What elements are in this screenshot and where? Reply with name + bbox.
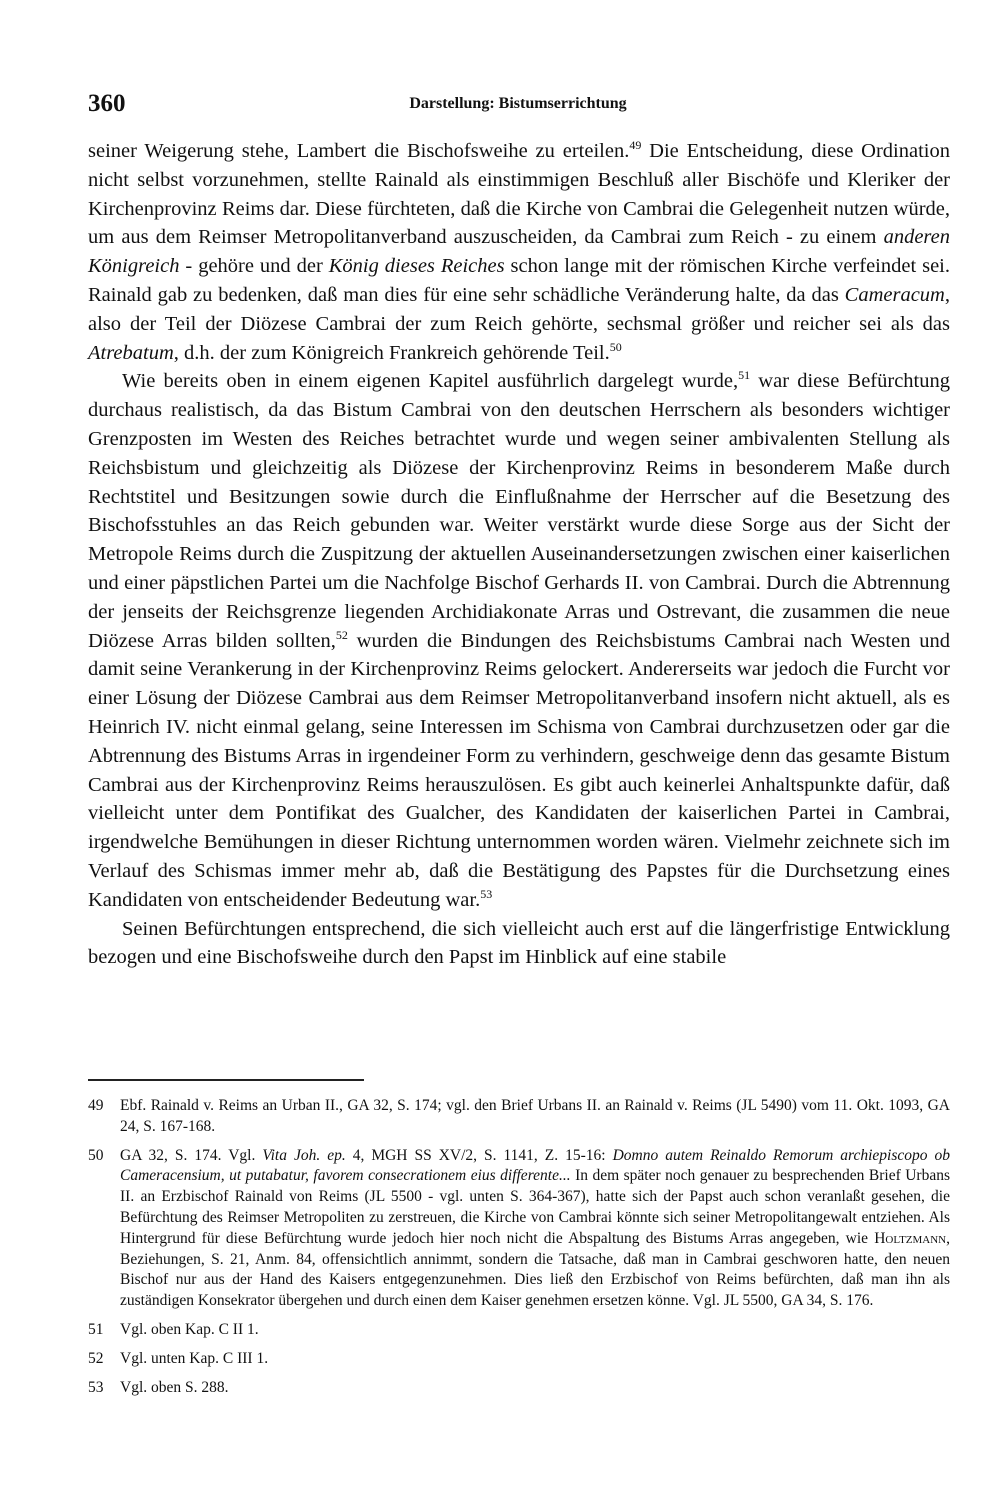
paragraph-3 (88, 915, 950, 973)
footnotes (88, 1096, 950, 1406)
footnote-text: Vgl. unten Kap. C III 1. (120, 1349, 269, 1367)
footnote-53 (88, 1378, 950, 1399)
text-run: , also der Teil der Diözese Cambrai der zum Reich gehörte, sechsmal größer und reicher sei als das (88, 283, 950, 335)
text-run: seiner Weigerung stehe, Lambert die Bischofsweihe zu erteilen. (88, 140, 630, 162)
page-header (88, 90, 948, 120)
footnote-text: Vgl. oben S. 288. (120, 1378, 229, 1396)
author-name: Holtzmann (874, 1229, 947, 1247)
paragraph-1 (88, 137, 950, 367)
text-run: , d.h. der zum Königreich Frankreich gehörende Teil. (173, 341, 610, 364)
italic-phrase: Atrebatum (88, 341, 174, 364)
footnote-text: , Beziehungen, S. 21, Anm. 84, offensichtlich annimmt, sondern die Tatsache, daß man in Cambrai geschworen hatte, den neuen Bischof nur aus der Hand des Kaisers entgegenzunehmen. Dies ließ den Erzbischof von Reims befürchten, daß man ihn als zuständigen Konsekrator übergehen und durch einen dem Kaiser genehmen ersetzen könne. Vgl. JL 5500, GA 34, S. 176. (120, 1229, 950, 1310)
footnote-separator (88, 1079, 364, 1081)
running-title: Darstellung: Bistumserrichtung (409, 95, 627, 112)
footnote-50 (88, 1146, 950, 1312)
footnote-number: 50 (88, 1146, 104, 1164)
text-run: Seinen Befürchtungen entsprechend, die sich vielleicht auch erst auf die längerfristige Entwicklung bezogen und eine Bischofsweihe durch den Papst im Hinblick auf eine stabile (88, 917, 950, 969)
footnote-ref-51[interactable]: 51 (738, 368, 751, 383)
page-number: 360 (88, 90, 126, 117)
footnote-number: 49 (88, 1097, 104, 1114)
text-run: schon lange mit der römischen Kirche verfeindet sei. Rainald gab zu bedenken, daß man dies für eine sehr schädliche Veränderung halte, da das (88, 255, 950, 306)
italic-phrase: König dieses Reiches (328, 255, 505, 278)
footnote-49 (88, 1096, 950, 1138)
footnote-number: 53 (88, 1378, 104, 1396)
text-run: wurden die Bindungen des Reichsbistums Cambrai nach Westen und damit seine Verankerung in der Kirchenprovinz Reims gelockert. Andererseits war jedoch die Furcht vor einer Lösung der Diözese Cambrai aus dem Reimser Metropolitanverband insofern nicht aktuell, als es Heinrich IV. nicht einmal gelang, seine Interessen im Schisma von Cambrai durchzusetzen oder gar die Abtrennung des Bistums Arras in irgendeiner Form zu verhindern, geschweige denn das gesamte Bistum Cambrai aus der Kirchenprovinz Reims herauszulösen. Es gibt auch keinerlei Anhaltspunkte dafür, daß vielleicht unter dem Pontifikat des Gualcher, des Kandidaten der kaiserlichen Partei in Cambrai, irgendwelche Bemühungen in dieser Richtung unternommen worden wären. Vielmehr zeichnete sich im Verlauf des Schismas immer mehr ab, daß die Bestätigung des Papstes für die Durchsetzung eines Kandidaten von entscheidender Bedeutung war. (88, 629, 950, 911)
paragraph-2 (88, 367, 950, 914)
italic-phrase: anderen Königreich (88, 226, 950, 278)
italic-phrase: Vita Joh. ep. (262, 1146, 346, 1164)
footnote-ref-52[interactable]: 52 (335, 627, 348, 642)
text-run: Die Entscheidung, diese Ordination nicht selbst vorzunehmen, stellte Rainald als einstimmigen Beschluß aller Bischöfe und Kleriker der Kirchenprovinz Reims dar. Diese fürchteten, daß die Kirche von Cambrai die Gelegenheit nutzen würde, um aus dem Reimser Metropolitanverband auszuscheiden, da Cambrai zum Reich - zu einem (88, 140, 950, 249)
footnote-text: Ebf. Rainald v. Reims an Urban II., GA 32, S. 174; vgl. den Brief Urbans II. an Rainald v. Reims (JL 5490) vom 11. Okt. 1093, GA 24, S. 167-168. (120, 1097, 950, 1135)
footnote-number: 51 (88, 1320, 104, 1338)
text-run: - gehöre und der (179, 255, 329, 278)
footnote-52 (88, 1349, 950, 1370)
footnote-text: 4, MGH SS XV/2, S. 1141, Z. 15-16: (345, 1146, 613, 1164)
footnote-text: In dem später noch genauer zu besprechenden Brief Urbans II. an Erzbischof Rainald von Reims (JL 5500 - vgl. unten S. 364-367), hatte sich der Papst auch schon veranlaßt gesehen, die Befürchtung des Reimser Metropoliten zu zerstreuen, die Kirche von Cambrai könnte sich seiner Metropolitangewalt entziehen. Als Hintergrund für diese Befürchtung wurde jedoch hier noch nicht die Abspaltung des Bistums Arras angegeben, wie (120, 1167, 950, 1247)
text-run: war diese Befürchtung durchaus realistisch, da das Bistum Cambrai von den deutschen Herrschern als besonders wichtiger Grenzposten im Westen des Reiches betrachtet wurde und wegen seiner ambivalenten Stellung als Reichsbistum und gleichzeitig als Diözese der Kirchenprovinz Reims in besonderem Maße durch Rechtstitel und Besitzungen sowie durch die Einflußnahme der Herrscher auf die Besetzung des Bischofsstuhles an das Reich gebunden war. Weiter verstärkt wurde diese Sorge aus der Sicht der Metropole Reims durch die Zuspitzung der aktuellen Auseinandersetzungen zwischen einer kaiserlichen und einer päpstlichen Partei um die Nachfolge Bischof Gerhards II. von Cambrai. Durch die Abtrennung der jenseits der Reichsgrenze liegenden Archidiakonate Arras und Ostrevant, die zusammen die neue Diözese Arras bilden sollten, (88, 370, 950, 652)
footnote-51 (88, 1320, 950, 1341)
main-text (88, 137, 950, 972)
text-run: Wie bereits oben in einem eigenen Kapitel ausführlich dargelegt wurde, (122, 370, 739, 393)
footnote-ref-49[interactable]: 49 (629, 138, 642, 152)
footnote-text: Vgl. oben Kap. C II 1. (120, 1320, 259, 1338)
footnote-ref-50[interactable]: 50 (609, 339, 622, 354)
footnote-number: 52 (88, 1349, 104, 1367)
italic-quote: Domno autem Reinaldo Remorum archiepiscopo ob Cameracensium, ut putabatur, favorem consecrationem eius differente... (120, 1146, 950, 1185)
footnote-ref-53[interactable]: 53 (480, 886, 493, 901)
italic-phrase: Cameracum (844, 283, 945, 306)
footnote-text: GA 32, S. 174. Vgl. (120, 1146, 263, 1164)
